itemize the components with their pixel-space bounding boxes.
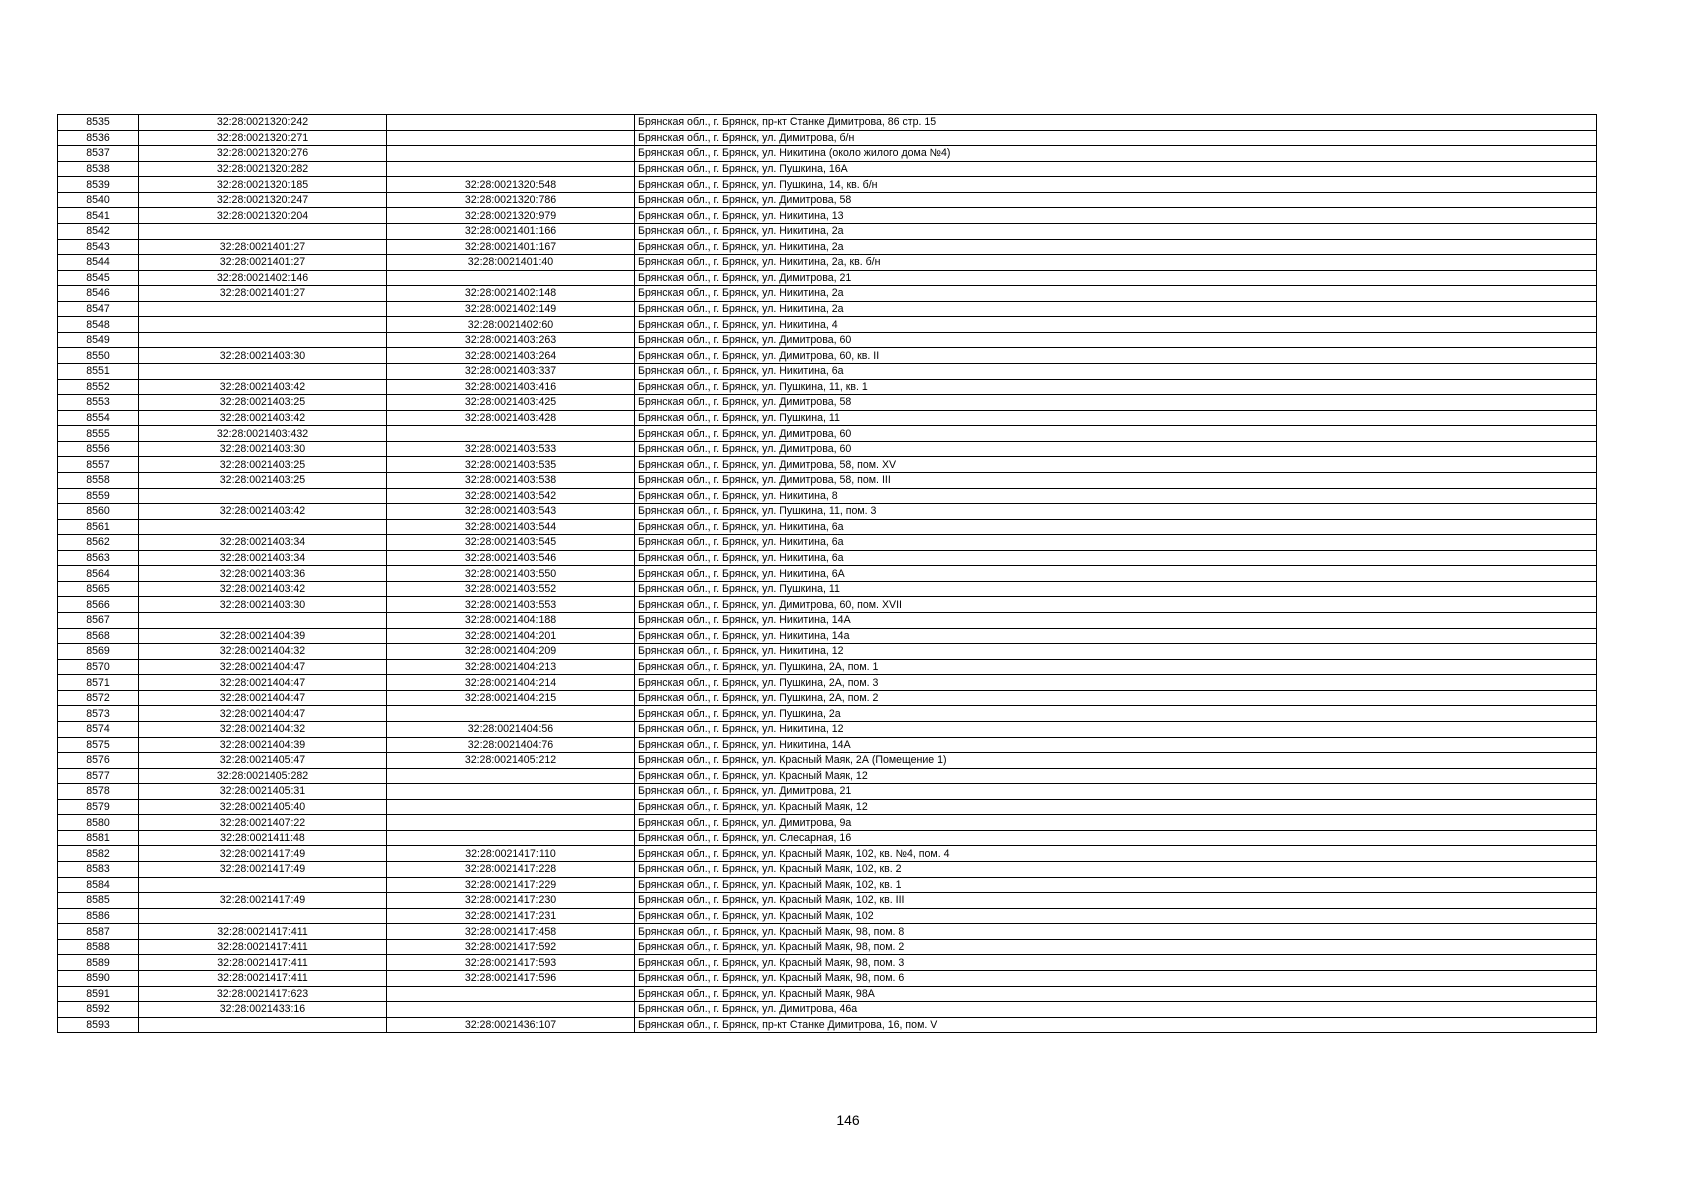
row-number-cell: 8590 — [58, 970, 139, 986]
address-cell: Брянская обл., г. Брянск, ул. Красный Маяк, 98, пом. 6 — [635, 970, 1597, 986]
table-row — [58, 675, 1597, 691]
row-number-cell: 8582 — [58, 846, 139, 862]
address-cell: Брянская обл., г. Брянск, ул. Красный Маяк, 12 — [635, 799, 1597, 815]
object-cadastral-number-cell: 32:28:0021404:76 — [387, 737, 635, 753]
object-cadastral-number-cell: 32:28:0021403:264 — [387, 348, 635, 364]
row-number-cell: 8563 — [58, 550, 139, 566]
table-row — [58, 535, 1597, 551]
object-cadastral-number-cell: 32:28:0021403:545 — [387, 535, 635, 551]
row-number-cell: 8540 — [58, 192, 139, 208]
row-number-cell: 8552 — [58, 379, 139, 395]
address-cell: Брянская обл., г. Брянск, ул. Димитрова, 21 — [635, 270, 1597, 286]
cadastral-number-cell: 32:28:0021320:276 — [139, 146, 387, 162]
table-row — [58, 255, 1597, 271]
row-number-cell: 8576 — [58, 753, 139, 769]
address-cell: Брянская обл., г. Брянск, ул. Красный Маяк, 102, кв. III — [635, 893, 1597, 909]
object-cadastral-number-cell: 32:28:0021401:40 — [387, 255, 635, 271]
row-number-cell: 8556 — [58, 441, 139, 457]
address-cell: Брянская обл., г. Брянск, ул. Димитрова, 58, пом. III — [635, 472, 1597, 488]
object-cadastral-number-cell: 32:28:0021404:201 — [387, 628, 635, 644]
address-cell: Брянская обл., г. Брянск, ул. Димитрова, 60, пом. XVII — [635, 597, 1597, 613]
table-row — [58, 566, 1597, 582]
cadastral-number-cell — [139, 613, 387, 629]
table-row — [58, 581, 1597, 597]
table-body — [58, 115, 1597, 1033]
object-cadastral-number-cell — [387, 130, 635, 146]
object-cadastral-number-cell: 32:28:0021403:416 — [387, 379, 635, 395]
object-cadastral-number-cell — [387, 799, 635, 815]
table-row — [58, 519, 1597, 535]
row-number-cell: 8547 — [58, 301, 139, 317]
cadastral-number-cell: 32:28:0021320:204 — [139, 208, 387, 224]
row-number-cell: 8572 — [58, 690, 139, 706]
cadastral-number-cell: 32:28:0021403:34 — [139, 535, 387, 551]
cadastral-number-cell: 32:28:0021411:48 — [139, 830, 387, 846]
row-number-cell: 8535 — [58, 115, 139, 131]
address-cell: Брянская обл., г. Брянск, ул. Красный Маяк, 102, кв. 1 — [635, 877, 1597, 893]
address-cell: Брянская обл., г. Брянск, ул. Пушкина, 14, кв. б/н — [635, 177, 1597, 193]
object-cadastral-number-cell: 32:28:0021403:542 — [387, 488, 635, 504]
cadastral-number-cell — [139, 908, 387, 924]
row-number-cell: 8586 — [58, 908, 139, 924]
table-row — [58, 862, 1597, 878]
cadastral-number-cell — [139, 877, 387, 893]
object-cadastral-number-cell — [387, 426, 635, 442]
object-cadastral-number-cell: 32:28:0021417:230 — [387, 893, 635, 909]
object-cadastral-number-cell: 32:28:0021403:425 — [387, 395, 635, 411]
address-cell: Брянская обл., г. Брянск, ул. Никитина, 6а — [635, 519, 1597, 535]
cadastral-number-cell — [139, 301, 387, 317]
cadastral-number-cell: 32:28:0021404:47 — [139, 706, 387, 722]
object-cadastral-number-cell: 32:28:0021404:214 — [387, 675, 635, 691]
table-row — [58, 504, 1597, 520]
cadastral-number-cell — [139, 519, 387, 535]
object-cadastral-number-cell: 32:28:0021403:544 — [387, 519, 635, 535]
object-cadastral-number-cell: 32:28:0021402:60 — [387, 317, 635, 333]
table-row — [58, 317, 1597, 333]
address-cell: Брянская обл., г. Брянск, ул. Димитрова, 46а — [635, 1002, 1597, 1018]
address-cell: Брянская обл., г. Брянск, ул. Никитина, 14А — [635, 613, 1597, 629]
cadastral-number-cell: 32:28:0021403:42 — [139, 410, 387, 426]
cadastral-number-cell: 32:28:0021403:30 — [139, 348, 387, 364]
address-cell: Брянская обл., г. Брянск, ул. Пушкина, 2А, пом. 1 — [635, 659, 1597, 675]
page-number: 146 — [836, 1112, 860, 1128]
row-number-cell: 8564 — [58, 566, 139, 582]
row-number-cell: 8591 — [58, 986, 139, 1002]
address-cell: Брянская обл., г. Брянск, ул. Димитрова, 58 — [635, 395, 1597, 411]
cadastral-number-cell: 32:28:0021320:242 — [139, 115, 387, 131]
object-cadastral-number-cell — [387, 161, 635, 177]
table-row — [58, 395, 1597, 411]
row-number-cell: 8583 — [58, 862, 139, 878]
object-cadastral-number-cell: 32:28:0021403:428 — [387, 410, 635, 426]
address-cell: Брянская обл., г. Брянск, ул. Димитрова, 60 — [635, 332, 1597, 348]
table-row — [58, 613, 1597, 629]
address-cell: Брянская обл., г. Брянск, ул. Димитрова, 60 — [635, 441, 1597, 457]
object-cadastral-number-cell: 32:28:0021320:548 — [387, 177, 635, 193]
object-cadastral-number-cell: 32:28:0021403:552 — [387, 581, 635, 597]
row-number-cell: 8588 — [58, 939, 139, 955]
table-row — [58, 644, 1597, 660]
object-cadastral-number-cell — [387, 768, 635, 784]
object-cadastral-number-cell: 32:28:0021401:167 — [387, 239, 635, 255]
address-cell: Брянская обл., г. Брянск, ул. Никитина, 2а — [635, 239, 1597, 255]
address-cell: Брянская обл., г. Брянск, пр-кт Станке Димитрова, 86 стр. 15 — [635, 115, 1597, 131]
table-row — [58, 908, 1597, 924]
cadastral-number-cell: 32:28:0021417:49 — [139, 846, 387, 862]
row-number-cell: 8589 — [58, 955, 139, 971]
cadastral-number-cell — [139, 223, 387, 239]
cadastral-number-cell: 32:28:0021403:42 — [139, 504, 387, 520]
address-cell: Брянская обл., г. Брянск, ул. Никитина, 12 — [635, 721, 1597, 737]
row-number-cell: 8574 — [58, 721, 139, 737]
table-row — [58, 659, 1597, 675]
address-cell: Брянская обл., г. Брянск, ул. Никитина, 14а — [635, 628, 1597, 644]
address-cell: Брянская обл., г. Брянск, ул. Димитрова, 58 — [635, 192, 1597, 208]
object-cadastral-number-cell: 32:28:0021417:229 — [387, 877, 635, 893]
object-cadastral-number-cell: 32:28:0021417:110 — [387, 846, 635, 862]
object-cadastral-number-cell: 32:28:0021403:535 — [387, 457, 635, 473]
cadastral-number-cell: 32:28:0021401:27 — [139, 286, 387, 302]
address-cell: Брянская обл., г. Брянск, ул. Красный Маяк, 98, пом. 2 — [635, 939, 1597, 955]
cadastral-number-cell: 32:28:0021417:49 — [139, 893, 387, 909]
address-cell: Брянская обл., г. Брянск, пр-кт Станке Димитрова, 16, пом. V — [635, 1017, 1597, 1033]
table-row — [58, 706, 1597, 722]
address-cell: Брянская обл., г. Брянск, ул. Никитина, 4 — [635, 317, 1597, 333]
row-number-cell: 8567 — [58, 613, 139, 629]
row-number-cell: 8585 — [58, 893, 139, 909]
table-row — [58, 877, 1597, 893]
row-number-cell: 8545 — [58, 270, 139, 286]
object-cadastral-number-cell: 32:28:0021403:533 — [387, 441, 635, 457]
object-cadastral-number-cell: 32:28:0021320:786 — [387, 192, 635, 208]
cadastral-number-cell: 32:28:0021403:25 — [139, 457, 387, 473]
table-row — [58, 815, 1597, 831]
object-cadastral-number-cell: 32:28:0021404:56 — [387, 721, 635, 737]
row-number-cell: 8575 — [58, 737, 139, 753]
object-cadastral-number-cell — [387, 115, 635, 131]
row-number-cell: 8568 — [58, 628, 139, 644]
cadastral-number-cell: 32:28:0021403:30 — [139, 597, 387, 613]
address-cell: Брянская обл., г. Брянск, ул. Пушкина, 11 — [635, 581, 1597, 597]
cadastral-number-cell: 32:28:0021403:30 — [139, 441, 387, 457]
object-cadastral-number-cell: 32:28:0021405:212 — [387, 753, 635, 769]
object-cadastral-number-cell: 32:28:0021403:543 — [387, 504, 635, 520]
cadastral-number-cell: 32:28:0021320:247 — [139, 192, 387, 208]
object-cadastral-number-cell: 32:28:0021402:148 — [387, 286, 635, 302]
cadastral-number-cell: 32:28:0021404:47 — [139, 690, 387, 706]
row-number-cell: 8592 — [58, 1002, 139, 1018]
object-cadastral-number-cell: 32:28:0021417:596 — [387, 970, 635, 986]
table-row — [58, 426, 1597, 442]
row-number-cell: 8581 — [58, 830, 139, 846]
object-cadastral-number-cell — [387, 706, 635, 722]
address-cell: Брянская обл., г. Брянск, ул. Никитина, 6а — [635, 550, 1597, 566]
registry-table — [57, 114, 1597, 1033]
address-cell: Брянская обл., г. Брянск, ул. Пушкина, 2А, пом. 2 — [635, 690, 1597, 706]
address-cell: Брянская обл., г. Брянск, ул. Красный Маяк, 98А — [635, 986, 1597, 1002]
row-number-cell: 8553 — [58, 395, 139, 411]
cadastral-number-cell: 32:28:0021417:411 — [139, 955, 387, 971]
object-cadastral-number-cell: 32:28:0021417:228 — [387, 862, 635, 878]
table-row — [58, 1017, 1597, 1033]
table-row — [58, 939, 1597, 955]
row-number-cell: 8587 — [58, 924, 139, 940]
row-number-cell: 8542 — [58, 223, 139, 239]
object-cadastral-number-cell: 32:28:0021404:213 — [387, 659, 635, 675]
row-number-cell: 8565 — [58, 581, 139, 597]
cadastral-number-cell — [139, 488, 387, 504]
address-cell: Брянская обл., г. Брянск, ул. Пушкина, 11 — [635, 410, 1597, 426]
table-row — [58, 301, 1597, 317]
table-row — [58, 597, 1597, 613]
table-row — [58, 410, 1597, 426]
table-row — [58, 986, 1597, 1002]
object-cadastral-number-cell: 32:28:0021403:538 — [387, 472, 635, 488]
address-cell: Брянская обл., г. Брянск, ул. Никитина, 13 — [635, 208, 1597, 224]
cadastral-number-cell: 32:28:0021403:34 — [139, 550, 387, 566]
object-cadastral-number-cell: 32:28:0021403:550 — [387, 566, 635, 582]
table-row — [58, 737, 1597, 753]
address-cell: Брянская обл., г. Брянск, ул. Димитрова, 60, кв. II — [635, 348, 1597, 364]
address-cell: Брянская обл., г. Брянск, ул. Красный Маяк, 102, кв. №4, пом. 4 — [635, 846, 1597, 862]
address-cell: Брянская обл., г. Брянск, ул. Никитина, 8 — [635, 488, 1597, 504]
object-cadastral-number-cell: 32:28:0021404:209 — [387, 644, 635, 660]
object-cadastral-number-cell — [387, 270, 635, 286]
table-row — [58, 488, 1597, 504]
address-cell: Брянская обл., г. Брянск, ул. Никитина, 6а — [635, 364, 1597, 380]
object-cadastral-number-cell: 32:28:0021403:337 — [387, 364, 635, 380]
table-row — [58, 270, 1597, 286]
cadastral-number-cell: 32:28:0021403:36 — [139, 566, 387, 582]
object-cadastral-number-cell: 32:28:0021404:188 — [387, 613, 635, 629]
address-cell: Брянская обл., г. Брянск, ул. Пушкина, 2А, пом. 3 — [635, 675, 1597, 691]
object-cadastral-number-cell: 32:28:0021403:546 — [387, 550, 635, 566]
row-number-cell: 8580 — [58, 815, 139, 831]
row-number-cell: 8577 — [58, 768, 139, 784]
cadastral-number-cell: 32:28:0021417:411 — [139, 924, 387, 940]
address-cell: Брянская обл., г. Брянск, ул. Пушкина, 11, пом. 3 — [635, 504, 1597, 520]
cadastral-number-cell: 32:28:0021403:25 — [139, 472, 387, 488]
cadastral-number-cell: 32:28:0021433:16 — [139, 1002, 387, 1018]
row-number-cell: 8584 — [58, 877, 139, 893]
table-row — [58, 799, 1597, 815]
address-cell: Брянская обл., г. Брянск, ул. Никитина, 2а, кв. б/н — [635, 255, 1597, 271]
cadastral-number-cell: 32:28:0021405:47 — [139, 753, 387, 769]
object-cadastral-number-cell: 32:28:0021417:458 — [387, 924, 635, 940]
table-row — [58, 457, 1597, 473]
address-cell: Брянская обл., г. Брянск, ул. Димитрова, 9а — [635, 815, 1597, 831]
table-row — [58, 550, 1597, 566]
address-cell: Брянская обл., г. Брянск, ул. Пушкина, 16А — [635, 161, 1597, 177]
row-number-cell: 8579 — [58, 799, 139, 815]
row-number-cell: 8557 — [58, 457, 139, 473]
cadastral-number-cell: 32:28:0021404:32 — [139, 644, 387, 660]
row-number-cell: 8548 — [58, 317, 139, 333]
row-number-cell: 8544 — [58, 255, 139, 271]
row-number-cell: 8551 — [58, 364, 139, 380]
table-row — [58, 192, 1597, 208]
address-cell: Брянская обл., г. Брянск, ул. Димитрова, 60 — [635, 426, 1597, 442]
object-cadastral-number-cell: 32:28:0021417:593 — [387, 955, 635, 971]
address-cell: Брянская обл., г. Брянск, ул. Никитина (около жилого дома №4) — [635, 146, 1597, 162]
row-number-cell: 8571 — [58, 675, 139, 691]
row-number-cell: 8570 — [58, 659, 139, 675]
table-row — [58, 784, 1597, 800]
table-row — [58, 846, 1597, 862]
address-cell: Брянская обл., г. Брянск, ул. Красный Маяк, 98, пом. 3 — [635, 955, 1597, 971]
address-cell: Брянская обл., г. Брянск, ул. Никитина, 14А — [635, 737, 1597, 753]
cadastral-number-cell: 32:28:0021401:27 — [139, 255, 387, 271]
table-row — [58, 146, 1597, 162]
address-cell: Брянская обл., г. Брянск, ул. Никитина, 2а — [635, 286, 1597, 302]
cadastral-number-cell: 32:28:0021404:32 — [139, 721, 387, 737]
table-row — [58, 286, 1597, 302]
cadastral-number-cell: 32:28:0021320:282 — [139, 161, 387, 177]
cadastral-number-cell — [139, 1017, 387, 1033]
cadastral-number-cell: 32:28:0021405:40 — [139, 799, 387, 815]
address-cell: Брянская обл., г. Брянск, ул. Красный Маяк, 102, кв. 2 — [635, 862, 1597, 878]
address-cell: Брянская обл., г. Брянск, ул. Слесарная, 16 — [635, 830, 1597, 846]
address-cell: Брянская обл., г. Брянск, ул. Пушкина, 2а — [635, 706, 1597, 722]
object-cadastral-number-cell — [387, 830, 635, 846]
row-number-cell: 8538 — [58, 161, 139, 177]
row-number-cell: 8578 — [58, 784, 139, 800]
object-cadastral-number-cell — [387, 146, 635, 162]
table-row — [58, 130, 1597, 146]
cadastral-number-cell: 32:28:0021320:271 — [139, 130, 387, 146]
object-cadastral-number-cell: 32:28:0021403:553 — [387, 597, 635, 613]
table-row — [58, 208, 1597, 224]
table-row — [58, 441, 1597, 457]
address-cell: Брянская обл., г. Брянск, ул. Димитрова, 58, пом. XV — [635, 457, 1597, 473]
row-number-cell: 8559 — [58, 488, 139, 504]
cadastral-number-cell: 32:28:0021403:25 — [139, 395, 387, 411]
row-number-cell: 8546 — [58, 286, 139, 302]
table-row — [58, 161, 1597, 177]
row-number-cell: 8554 — [58, 410, 139, 426]
cadastral-number-cell: 32:28:0021417:411 — [139, 970, 387, 986]
cadastral-number-cell: 32:28:0021402:146 — [139, 270, 387, 286]
object-cadastral-number-cell: 32:28:0021320:979 — [387, 208, 635, 224]
table-row — [58, 379, 1597, 395]
table-row — [58, 690, 1597, 706]
row-number-cell: 8566 — [58, 597, 139, 613]
cadastral-number-cell: 32:28:0021401:27 — [139, 239, 387, 255]
row-number-cell: 8573 — [58, 706, 139, 722]
cadastral-number-cell: 32:28:0021403:42 — [139, 379, 387, 395]
cadastral-number-cell: 32:28:0021405:31 — [139, 784, 387, 800]
row-number-cell: 8558 — [58, 472, 139, 488]
table-row — [58, 721, 1597, 737]
table-row — [58, 1002, 1597, 1018]
cadastral-number-cell: 32:28:0021407:22 — [139, 815, 387, 831]
row-number-cell: 8537 — [58, 146, 139, 162]
table-row — [58, 177, 1597, 193]
cadastral-number-cell: 32:28:0021403:432 — [139, 426, 387, 442]
table-row — [58, 955, 1597, 971]
cadastral-number-cell: 32:28:0021405:282 — [139, 768, 387, 784]
row-number-cell: 8569 — [58, 644, 139, 660]
address-cell: Брянская обл., г. Брянск, ул. Никитина, 2а — [635, 301, 1597, 317]
cadastral-number-cell: 32:28:0021417:623 — [139, 986, 387, 1002]
object-cadastral-number-cell: 32:28:0021404:215 — [387, 690, 635, 706]
object-cadastral-number-cell — [387, 815, 635, 831]
object-cadastral-number-cell — [387, 986, 635, 1002]
table-row — [58, 768, 1597, 784]
row-number-cell: 8562 — [58, 535, 139, 551]
address-cell: Брянская обл., г. Брянск, ул. Никитина, 6А — [635, 566, 1597, 582]
address-cell: Брянская обл., г. Брянск, ул. Никитина, 12 — [635, 644, 1597, 660]
table-row — [58, 753, 1597, 769]
cadastral-number-cell: 32:28:0021417:411 — [139, 939, 387, 955]
address-cell: Брянская обл., г. Брянск, ул. Красный Маяк, 102 — [635, 908, 1597, 924]
table-row — [58, 239, 1597, 255]
object-cadastral-number-cell: 32:28:0021417:592 — [387, 939, 635, 955]
address-cell: Брянская обл., г. Брянск, ул. Пушкина, 11, кв. 1 — [635, 379, 1597, 395]
cadastral-number-cell: 32:28:0021404:39 — [139, 628, 387, 644]
row-number-cell: 8560 — [58, 504, 139, 520]
cadastral-number-cell: 32:28:0021320:185 — [139, 177, 387, 193]
table-row — [58, 830, 1597, 846]
cadastral-number-cell: 32:28:0021404:47 — [139, 675, 387, 691]
address-cell: Брянская обл., г. Брянск, ул. Никитина, 2а — [635, 223, 1597, 239]
object-cadastral-number-cell — [387, 1002, 635, 1018]
row-number-cell: 8593 — [58, 1017, 139, 1033]
row-number-cell: 8555 — [58, 426, 139, 442]
address-cell: Брянская обл., г. Брянск, ул. Димитрова, б/н — [635, 130, 1597, 146]
table-row — [58, 924, 1597, 940]
table-row — [58, 628, 1597, 644]
address-cell: Брянская обл., г. Брянск, ул. Красный Маяк, 12 — [635, 768, 1597, 784]
table-row — [58, 223, 1597, 239]
address-cell: Брянская обл., г. Брянск, ул. Никитина, 6а — [635, 535, 1597, 551]
table-row — [58, 332, 1597, 348]
table-row — [58, 472, 1597, 488]
table-row — [58, 970, 1597, 986]
object-cadastral-number-cell: 32:28:0021403:263 — [387, 332, 635, 348]
object-cadastral-number-cell: 32:28:0021436:107 — [387, 1017, 635, 1033]
table-row — [58, 115, 1597, 131]
row-number-cell: 8539 — [58, 177, 139, 193]
address-cell: Брянская обл., г. Брянск, ул. Димитрова, 21 — [635, 784, 1597, 800]
row-number-cell: 8536 — [58, 130, 139, 146]
table-row — [58, 893, 1597, 909]
cadastral-number-cell: 32:28:0021404:47 — [139, 659, 387, 675]
object-cadastral-number-cell — [387, 784, 635, 800]
address-cell: Брянская обл., г. Брянск, ул. Красный Маяк, 98, пом. 8 — [635, 924, 1597, 940]
row-number-cell: 8549 — [58, 332, 139, 348]
object-cadastral-number-cell: 32:28:0021417:231 — [387, 908, 635, 924]
object-cadastral-number-cell: 32:28:0021401:166 — [387, 223, 635, 239]
row-number-cell: 8550 — [58, 348, 139, 364]
cadastral-number-cell: 32:28:0021417:49 — [139, 862, 387, 878]
cadastral-number-cell — [139, 332, 387, 348]
table-row — [58, 348, 1597, 364]
row-number-cell: 8561 — [58, 519, 139, 535]
row-number-cell: 8541 — [58, 208, 139, 224]
address-cell: Брянская обл., г. Брянск, ул. Красный Маяк, 2А (Помещение 1) — [635, 753, 1597, 769]
cadastral-number-cell: 32:28:0021403:42 — [139, 581, 387, 597]
table-row — [58, 364, 1597, 380]
row-number-cell: 8543 — [58, 239, 139, 255]
cadastral-number-cell — [139, 364, 387, 380]
object-cadastral-number-cell: 32:28:0021402:149 — [387, 301, 635, 317]
cadastral-number-cell — [139, 317, 387, 333]
cadastral-number-cell: 32:28:0021404:39 — [139, 737, 387, 753]
